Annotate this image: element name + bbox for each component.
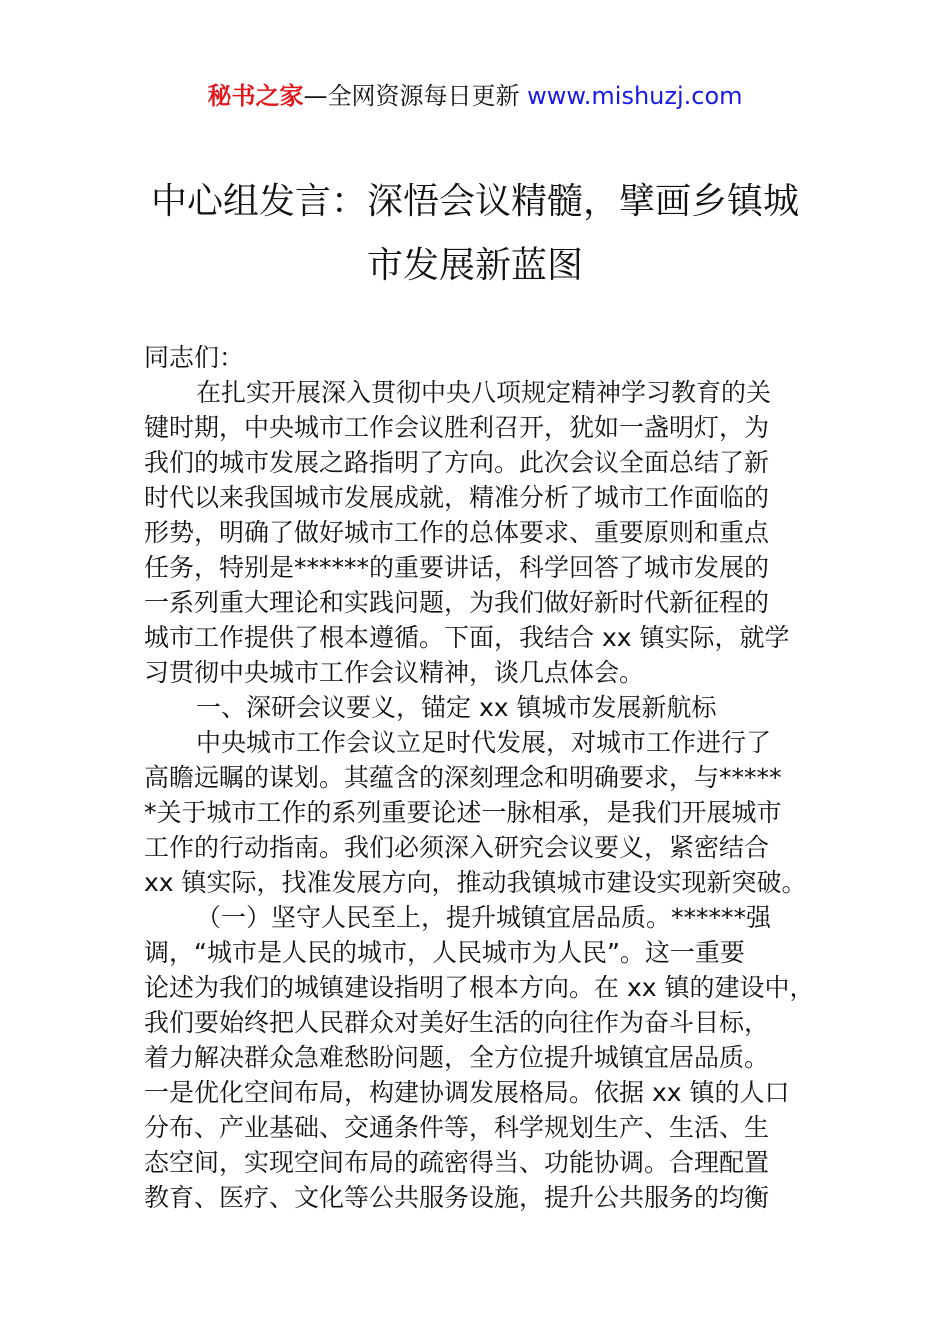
body-line: 态空间，实现空间布局的疏密得当、功能协调。合理配置 bbox=[144, 1148, 770, 1177]
body-line: *关于城市工作的系列重要论述一脉相承，是我们开展城市 bbox=[144, 798, 782, 827]
document-title bbox=[95, 170, 855, 298]
body-line: 调，“城市是人民的城市，人民城市为人民”。这一重要 bbox=[144, 938, 745, 967]
site-url-link[interactable]: www.mishuzj.com bbox=[527, 82, 743, 110]
body-line: 论述为我们的城镇建设指明了根本方向。在 xx 镇的建设中， bbox=[144, 973, 815, 1002]
body-line: 中央城市工作会议立足时代发展，对城市工作进行了 bbox=[196, 728, 772, 757]
body-line: 着力解决群众急难愁盼问题，全方位提升城镇宜居品质。 bbox=[144, 1043, 770, 1072]
body-line: 任务，特别是******的重要讲话，科学回答了城市发展的 bbox=[144, 553, 770, 582]
body-line: 我们的城市发展之路指明了方向。此次会议全面总结了新 bbox=[144, 448, 770, 477]
body-line: 高瞻远瞩的谋划。其蕴含的深刻理念和明确要求，与***** bbox=[144, 763, 782, 792]
section-heading: 一、深研会议要义，锚定 xx 镇城市发展新航标 bbox=[196, 693, 717, 722]
body-line: 我们要始终把人民群众对美好生活的向往作为奋斗目标， bbox=[144, 1008, 770, 1037]
salutation: 同志们： bbox=[144, 343, 245, 372]
body-line: 分布、产业基础、交通条件等，科学规划生产、生活、生 bbox=[144, 1113, 770, 1142]
body-line: 教育、医疗、文化等公共服务设施，提升公共服务的均衡 bbox=[144, 1183, 770, 1212]
body-line: 时代以来我国城市发展成就，精准分析了城市工作面临的 bbox=[144, 483, 770, 512]
body-line: 一系列重大理论和实践问题，为我们做好新时代新征程的 bbox=[144, 588, 770, 617]
site-tagline: —全网资源每日更新 bbox=[303, 82, 520, 110]
subsection-heading: （一）坚守人民至上，提升城镇宜居品质。******强 bbox=[196, 903, 772, 932]
body-line: 形势，明确了做好城市工作的总体要求、重要原则和重点 bbox=[144, 518, 770, 547]
site-header bbox=[0, 78, 950, 114]
document-title-line-1: 中心组发言：深悟会议精髓，擘画乡镇城 bbox=[150, 181, 799, 222]
body-line: 城市工作提供了根本遵循。下面，我结合 xx 镇实际，就学 bbox=[144, 623, 790, 652]
body-line: 一是优化空间布局，构建协调发展格局。依据 xx 镇的人口 bbox=[144, 1078, 790, 1107]
document-body bbox=[144, 340, 824, 1215]
body-line: xx 镇实际，找准发展方向，推动我镇城市建设实现新突破。 bbox=[144, 868, 807, 897]
body-line: 工作的行动指南。我们必须深入研究会议要义，紧密结合 bbox=[144, 833, 770, 862]
body-line: 习贯彻中央城市工作会议精神，谈几点体会。 bbox=[144, 658, 645, 687]
site-brand: 秘书之家 bbox=[207, 82, 304, 110]
document-title-line-2: 市发展新蓝图 bbox=[366, 245, 583, 286]
body-line: 在扎实开展深入贯彻中央八项规定精神学习教育的关 bbox=[196, 378, 772, 407]
body-line: 键时期，中央城市工作会议胜利召开，犹如一盏明灯，为 bbox=[144, 413, 770, 442]
